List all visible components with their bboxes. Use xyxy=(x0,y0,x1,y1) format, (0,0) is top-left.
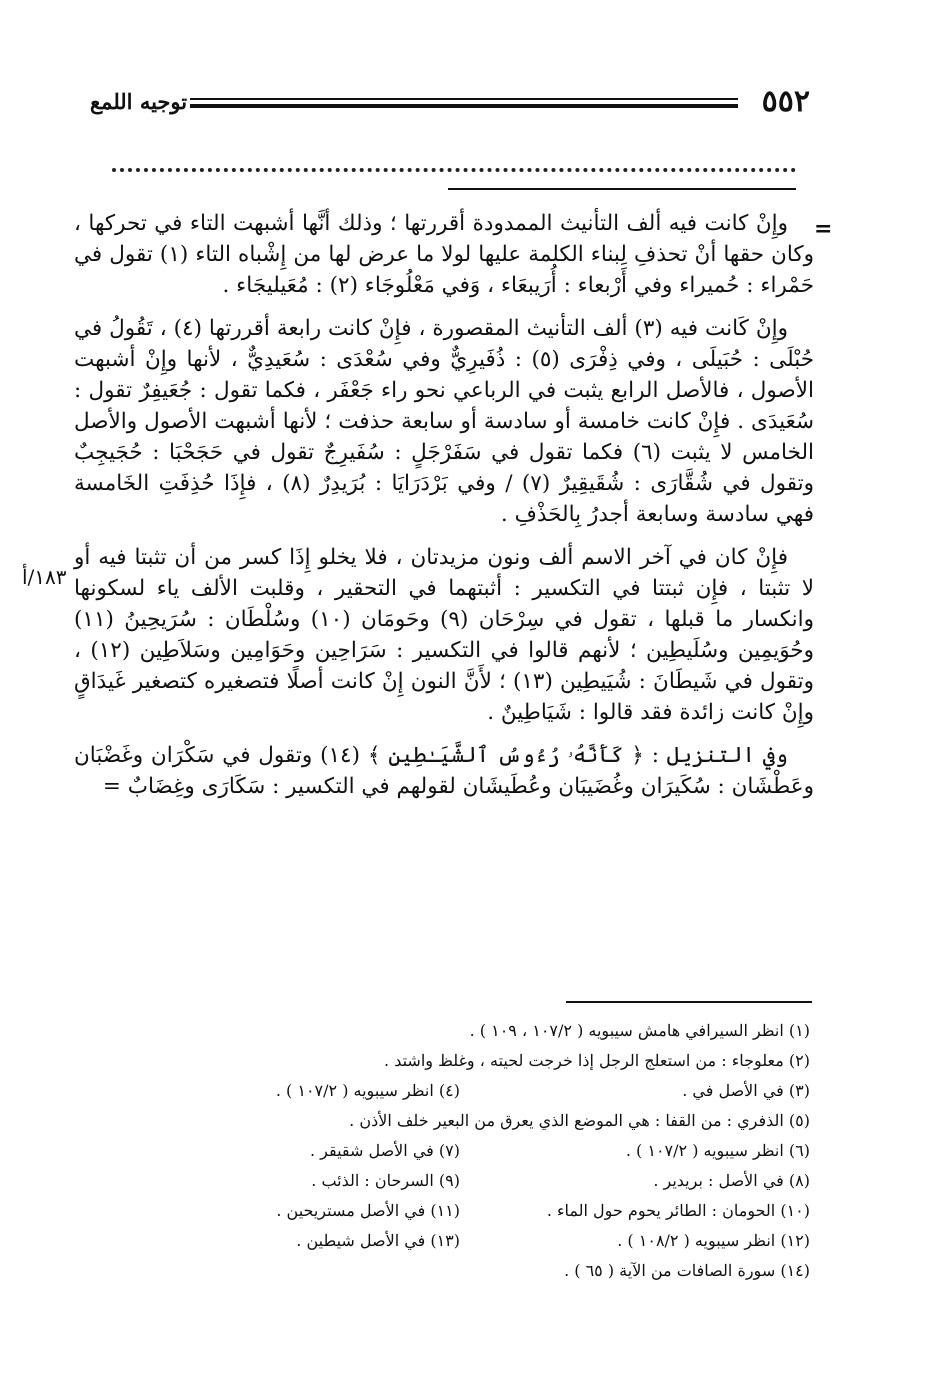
running-title: توجيه اللمع xyxy=(90,89,188,114)
footnote: (٢) معلوجاء : من استعلج الرجل إذا خرجت لحيته ، وغلظ واشتد . xyxy=(384,1051,810,1070)
footnote-line xyxy=(90,1196,810,1226)
footnote-line xyxy=(90,1016,810,1046)
footnote: (٣) في الأصل في . xyxy=(682,1081,810,1100)
short-separator-rule xyxy=(448,188,796,190)
dotted-separator xyxy=(112,168,796,172)
footnote-line xyxy=(90,1226,810,1256)
footnote-line xyxy=(90,1046,810,1076)
footnote: (١٠) الحومان : الطائر يحوم حول الماء . xyxy=(546,1201,810,1220)
header-double-rule xyxy=(190,98,738,108)
paragraph: وإِنْ كَانت فيه (٣) ألف التأنيث المقصورة ، فإِنْ كانت رابعة أقررتها (٤) ، تَقُولُ في حُبْلَى : حُبَيلَى ، وفي ذِفْرَى (٥) : ذُفَيرِيٌّ وفي سُعْدَى : سُعَيدِيٌّ ، لأنها وإِنْ أشبهت الأصول ، فالأصل الرابع يثبت في الرباعي نحو راء جَعْفَر ، فكما تقول : جُعَيفِرٌ تقول : سُعَيدَى . فإِنْ كانت خامسة أو سادسة أو سابعة حذفت ؛ لأنها أشبهت الأصول والأصل الخامس لا يثبت (٦) فكما تقول في سَفَرْجَلٍ : سُفَيرِجٌ تقول في حَجَحْبَا : حُجَيجِبٌ وتقول في شُقَّارَى : شُقَيقِيرٌ (٧) / وفي بَرْدَرَايَا : بُرَيدِرٌ (٨) ، فإِذَا حُذِفَتِ الخَامسة فهي سادسة وسابعة أجدرُ بِالحَذْفِ . xyxy=(74,316,815,527)
footnote: (١٢) انظر سيبويه ( ١٠٨/٢ ) . xyxy=(617,1231,810,1250)
footnote: (٤) انظر سيبويه ( ١٠٧/٢ ) . xyxy=(275,1081,460,1100)
footnote-separator xyxy=(566,1001,812,1003)
footnotes xyxy=(90,1016,810,1286)
footnote-line xyxy=(90,1076,810,1106)
footnote: (١) انظر السيرافي هامش سيبويه ( ١٠٧/٢ ، ١٠٩ ) . xyxy=(469,1021,810,1040)
page-number: ٥٥٢ xyxy=(761,84,810,119)
paragraph: وإِنْ كانت فيه ألف التأنيث الممدودة أقررتها ؛ وذلك أنَّها أشبهت التاء في تحركها ، وكان حقها أنْ تحذفِ لِبناء الكلمة عليها لولا ما عرض لها من إِشْباه التاء (١) تقول في حَمْراء : حُميراء وفي أَرْبعاء : أُرَيبعَاء ، وَفي مَعْلُوجَاء (٢) : مُعَيليجَاء . xyxy=(74,211,815,298)
footnote: (٩) السرحان : الذئب . xyxy=(311,1171,460,1190)
footnote: (٥) الذفري : من القفا : هي الموضع الذي يعرق من البعير خلف الأذن . xyxy=(349,1111,810,1130)
manuscript-folio-ref: ١٨٣/أ xyxy=(22,565,67,589)
paragraph: فإِنْ كان في آخر الاسم ألف ونون مزيدتان ، فلا يخلو إِذَا كسر من أن تثبتا فيه أو لا تثبتا ، فإِن ثبتتا في التكسير : أثبتهما في التحقير ، وقلبت الألف ياء لسكونها وانكسار ما قبلها ، تقول في سِرْحَان (٩) وحَومَان (١٠) وسُلْطَان : سُرَيحِينُ (١١) وحُوَيمِين وسُلَيطِين ؛ لأنهم قالوا في التكسير : سَرَاحِين وحَوَامِين وسَلاَطِين (١٢) ، وتقول في شَيطَانَ : شُيَيطِين (١٣) ؛ لأَنَّ النون إِنْ كانت أصلًا فتصغيره كتصغير غَيدَاقٍ وإِنْ كانت زائدة فقد قالوا : شَيَاطِينٌ . xyxy=(74,545,814,725)
paragraph: وفي التنزيل : ﴿ كَأَنَّهُۥ رُءُوسُ ٱلشَّيَـٰطِينِ ﴾ (١٤) وتقول في سَكْرَان وغَضْبَان وعَطْشَان : سُكَيرَان وغُضَيبَان وعُطَيشَان لقولهم في التكسير : سَكَارَى وغِضَابٌ = xyxy=(74,743,814,799)
footnote: (٨) في الأصل : بريدير . xyxy=(653,1171,810,1190)
main-text xyxy=(74,208,814,814)
footnote-line xyxy=(90,1256,810,1286)
footnote: (١٣) في الأصل شيطين . xyxy=(296,1231,460,1250)
continuation-marker: = xyxy=(814,216,833,242)
footnote-line xyxy=(90,1106,810,1136)
footnote-line xyxy=(90,1166,810,1196)
footnote: (١١) في الأصل مستريحين . xyxy=(276,1201,460,1220)
page-header xyxy=(90,84,810,124)
footnote: (١٤) سورة الصافات من الآية ( ٦٥ ) . xyxy=(564,1261,810,1280)
footnote: (٧) في الأصل شقيقر . xyxy=(309,1141,460,1160)
footnote: (٦) انظر سيبويه ( ١٠٧/٢ ) . xyxy=(625,1141,810,1160)
footnote-line xyxy=(90,1136,810,1166)
